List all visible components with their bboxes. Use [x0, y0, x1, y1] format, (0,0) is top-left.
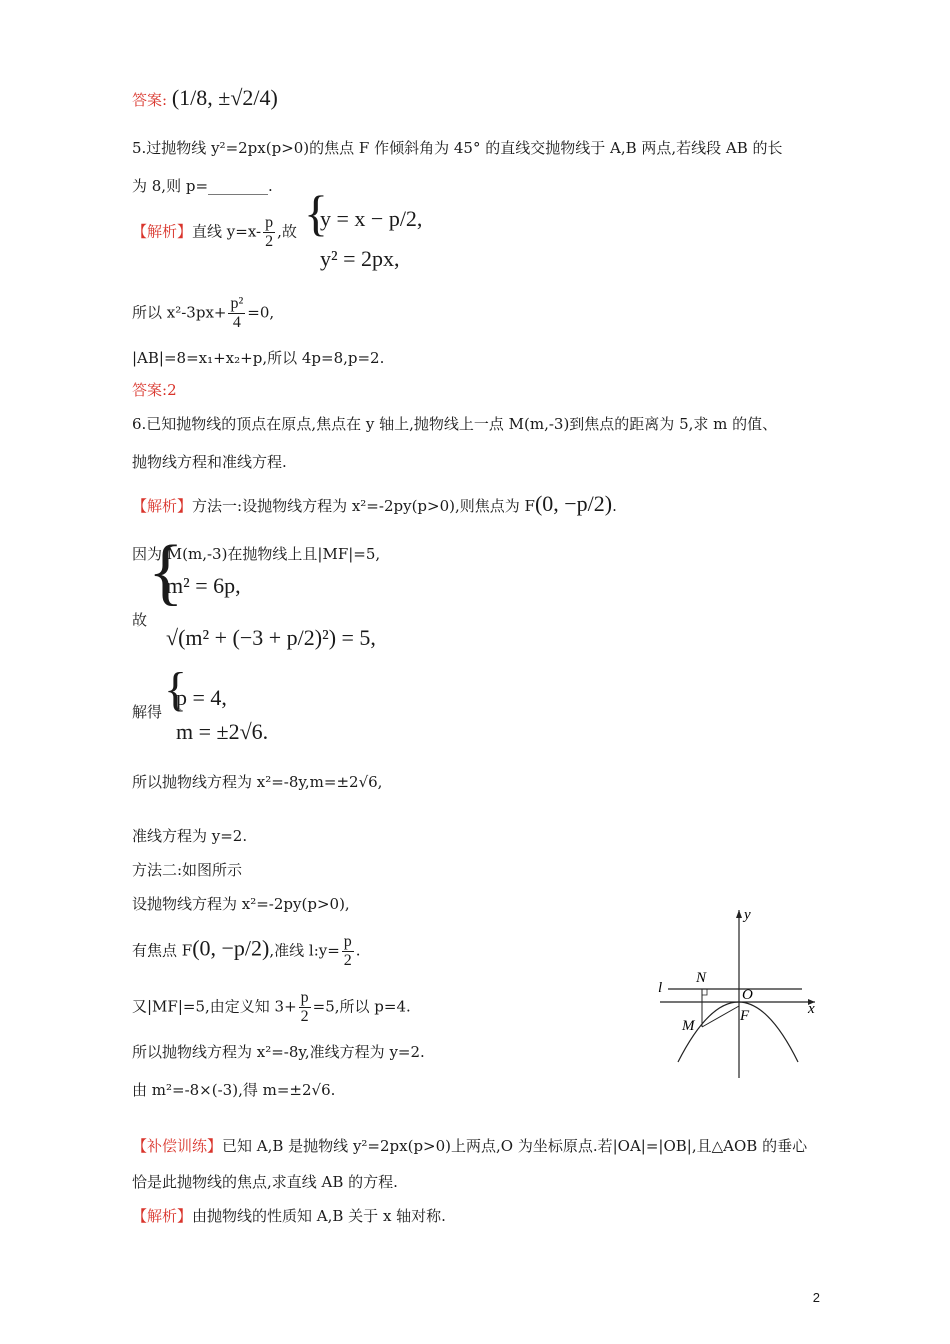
q5-equation-3: |AB|=8=x₁+x₂+p,所以 4p=8,p=2.: [132, 349, 385, 367]
focus-point: (0, −p/2): [534, 491, 613, 516]
label-o: O: [742, 987, 753, 1003]
supp-solution-text: 由抛物线的性质知 A,B 关于 x 轴对称.: [192, 1207, 446, 1225]
q6-method-2-c: [132, 990, 411, 1025]
fraction-p2-over-4: $\frac{\text{p²}}{4}$: [230, 295, 244, 331]
system-eq-1: y = x − p/2,: [320, 206, 423, 231]
eq-text-post: =0,: [247, 303, 275, 322]
q6-result-1: 所以抛物线方程为 x²=-8y,m=±2√6,: [132, 773, 383, 791]
system-eq-1: m² = 6p,: [166, 573, 241, 598]
system-brace: {: [304, 185, 328, 241]
method-1-text: 方法一:设抛物线方程为 x²=-2py(p>0),则焦点为 F: [192, 497, 535, 515]
m2b-mid: ,准线 l:y=: [269, 941, 340, 960]
fraction-p-over-2: $\frac{p}{2}$: [343, 933, 352, 969]
label-x: x: [808, 1001, 815, 1017]
supp-text: 已知 A,B 是抛物线 y²=2px(p>0)上两点,O 为坐标原点.若|OA|=|OB|,且△AOB 的垂心: [222, 1137, 808, 1155]
q5-equation-2: [132, 296, 274, 331]
q6-method-2-e: 由 m²=-8×(-3),得 m=±2√6.: [132, 1081, 336, 1099]
q6-condition: 因为 M(m,-3)在抛物线上且|MF|=5,: [132, 545, 381, 563]
answer-value: 2: [167, 381, 177, 399]
label-m: M: [682, 1018, 695, 1034]
right-angle-mark: [702, 989, 707, 995]
label-y: y: [744, 907, 751, 923]
question-5-line-1: 5.过抛物线 y²=2px(p>0)的焦点 F 作倾斜角为 45° 的直线交抛物线于 A,B 两点,若线段 AB 的长: [132, 139, 783, 157]
supp-line-2: 恰是此抛物线的焦点,求直线 AB 的方程.: [132, 1173, 398, 1191]
q6-method-1: 【解析】方法一:设抛物线方程为 x²=-2py(p>0),则焦点为 F(0, −p/2).: [132, 491, 617, 516]
m2c-text: 又|MF|=5,由定义知 3+: [132, 997, 297, 1016]
m2b-text: 有焦点 F: [132, 941, 193, 960]
supp-solution: [132, 1206, 446, 1226]
parabola-curve: [678, 1002, 798, 1062]
q6-method-2-a: 设抛物线方程为 x²=-2py(p>0),: [132, 895, 350, 913]
supp-tag: 【补偿训练】: [132, 1137, 223, 1155]
q6-result-2: 准线方程为 y=2.: [132, 827, 248, 845]
system-eq-2: y² = 2px,: [320, 246, 400, 271]
segment-mf: [702, 1006, 739, 1027]
solution-text-mid: ,故: [277, 222, 297, 241]
system-brace: {: [148, 531, 184, 613]
answer-label: 答案:: [132, 381, 168, 399]
answer-label: 答案:: [132, 91, 168, 109]
label-f: F: [740, 1008, 750, 1024]
system-eq-1: p = 4,: [176, 685, 227, 710]
label-n: N: [696, 970, 707, 986]
system-eq-2: m = ±2√6.: [176, 719, 269, 744]
q6-method-2-b: 有焦点 F(0, −p/2),准线 l:y= $\frac{p}{2}$ .: [132, 933, 361, 969]
jiede-label: 解得: [132, 703, 163, 721]
system-eq-2: √(m² + (−3 + p/2)²) = 5,: [166, 625, 376, 650]
question-6-line-2: 抛物线方程和准线方程.: [132, 453, 287, 471]
y-axis-arrow: [736, 910, 742, 918]
fraction-p-over-2: $\frac{p}{2}$: [265, 214, 274, 250]
focus-point: (0, −p/2): [192, 935, 270, 961]
solution-tag: 【解析】: [132, 222, 193, 241]
solution-tag: 【解析】: [132, 497, 193, 515]
solution-tag: 【解析】: [132, 1207, 193, 1225]
answer-value: (1/8, ±√2/4): [171, 85, 278, 110]
solution-text: 直线 y=x-: [192, 222, 262, 241]
q6-method-2: 方法二:如图所示: [132, 861, 243, 879]
answer-line-1: [132, 85, 278, 110]
q6-method-2-d: 所以抛物线方程为 x²=-8y,准线方程为 y=2.: [132, 1043, 425, 1061]
m2c-post: =5,所以 p=4.: [312, 997, 411, 1016]
supp-line-1: [132, 1136, 807, 1156]
question-5-line-2: 为 8,则 p=________.: [132, 177, 273, 195]
parabola-figure: [650, 900, 830, 1080]
question-6-line-1: 6.已知抛物线的顶点在原点,焦点在 y 轴上,抛物线上一点 M(m,-3)到焦点的距离为 5,求 m 的值、: [132, 415, 778, 433]
label-l: l: [658, 980, 663, 996]
system-brace: {: [164, 663, 188, 716]
page-number: 2: [812, 1290, 820, 1305]
gu-label: 故: [132, 611, 148, 629]
fraction-p-over-2: $\frac{p}{2}$: [300, 989, 309, 1025]
answer-line-2: [132, 380, 177, 400]
eq-text: 所以 x²-3px+: [132, 303, 227, 322]
